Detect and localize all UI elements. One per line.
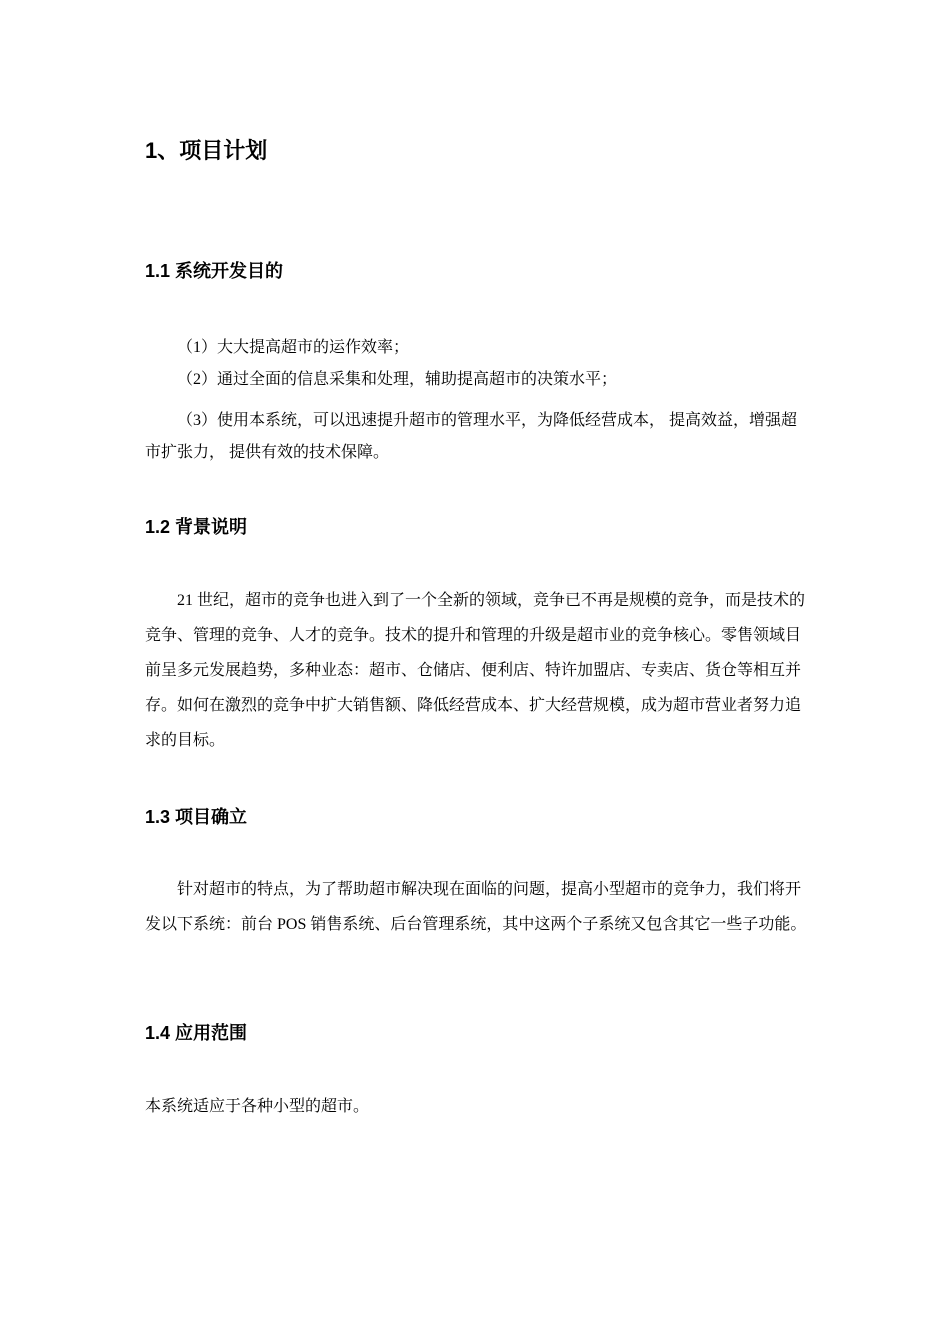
section-heading-purpose: 1.1 系统开发目的 (145, 261, 284, 281)
section-heading-background: 1.2 背景说明 (145, 517, 248, 537)
goal-item-1: （1）大大提高超市的运作效率； (177, 339, 410, 356)
background-paragraph: 21 世纪，超市的竞争也进入到了一个全新的领域，竞争已不再是规模的竞争，而是技术的竞争、管理的竞争、人才的竞争。技术的提升和管理的升级是超市业的竞争核心。零售领域目前呈多元发展趋势，多种业态：超市、仓储店、便利店、特许加盟店、专卖店、货仓等相互并存。如何在激烈的竞争中扩大销售额、降低经营成本、扩大经营规模，成为超市营业者努力追求的目标。 (145, 592, 806, 749)
scope-paragraph: 本系统适应于各种小型的超市。 (145, 1098, 370, 1115)
section-heading-scope: 1.4 应用范围 (145, 1023, 248, 1043)
goal-item-3: （3）使用本系统，可以迅速提升超市的管理水平，为降低经营成本， 提高效益，增强超市扩张力， 提供有效的技术保障。 (145, 412, 798, 461)
section-heading-project-establishment: 1.3 项目确立 (145, 807, 248, 827)
establishment-paragraph: 针对超市的特点，为了帮助超市解决现在面临的问题，提高小型超市的竞争力，我们将开发以下系统：前台 POS 销售系统、后台管理系统，其中这两个子系统又包含其它一些子功能。 (145, 881, 807, 933)
goal-item-2: （2）通过全面的信息采集和处理，辅助提高超市的决策水平； (177, 371, 618, 388)
document-title: 1、项目计划 (145, 138, 268, 163)
